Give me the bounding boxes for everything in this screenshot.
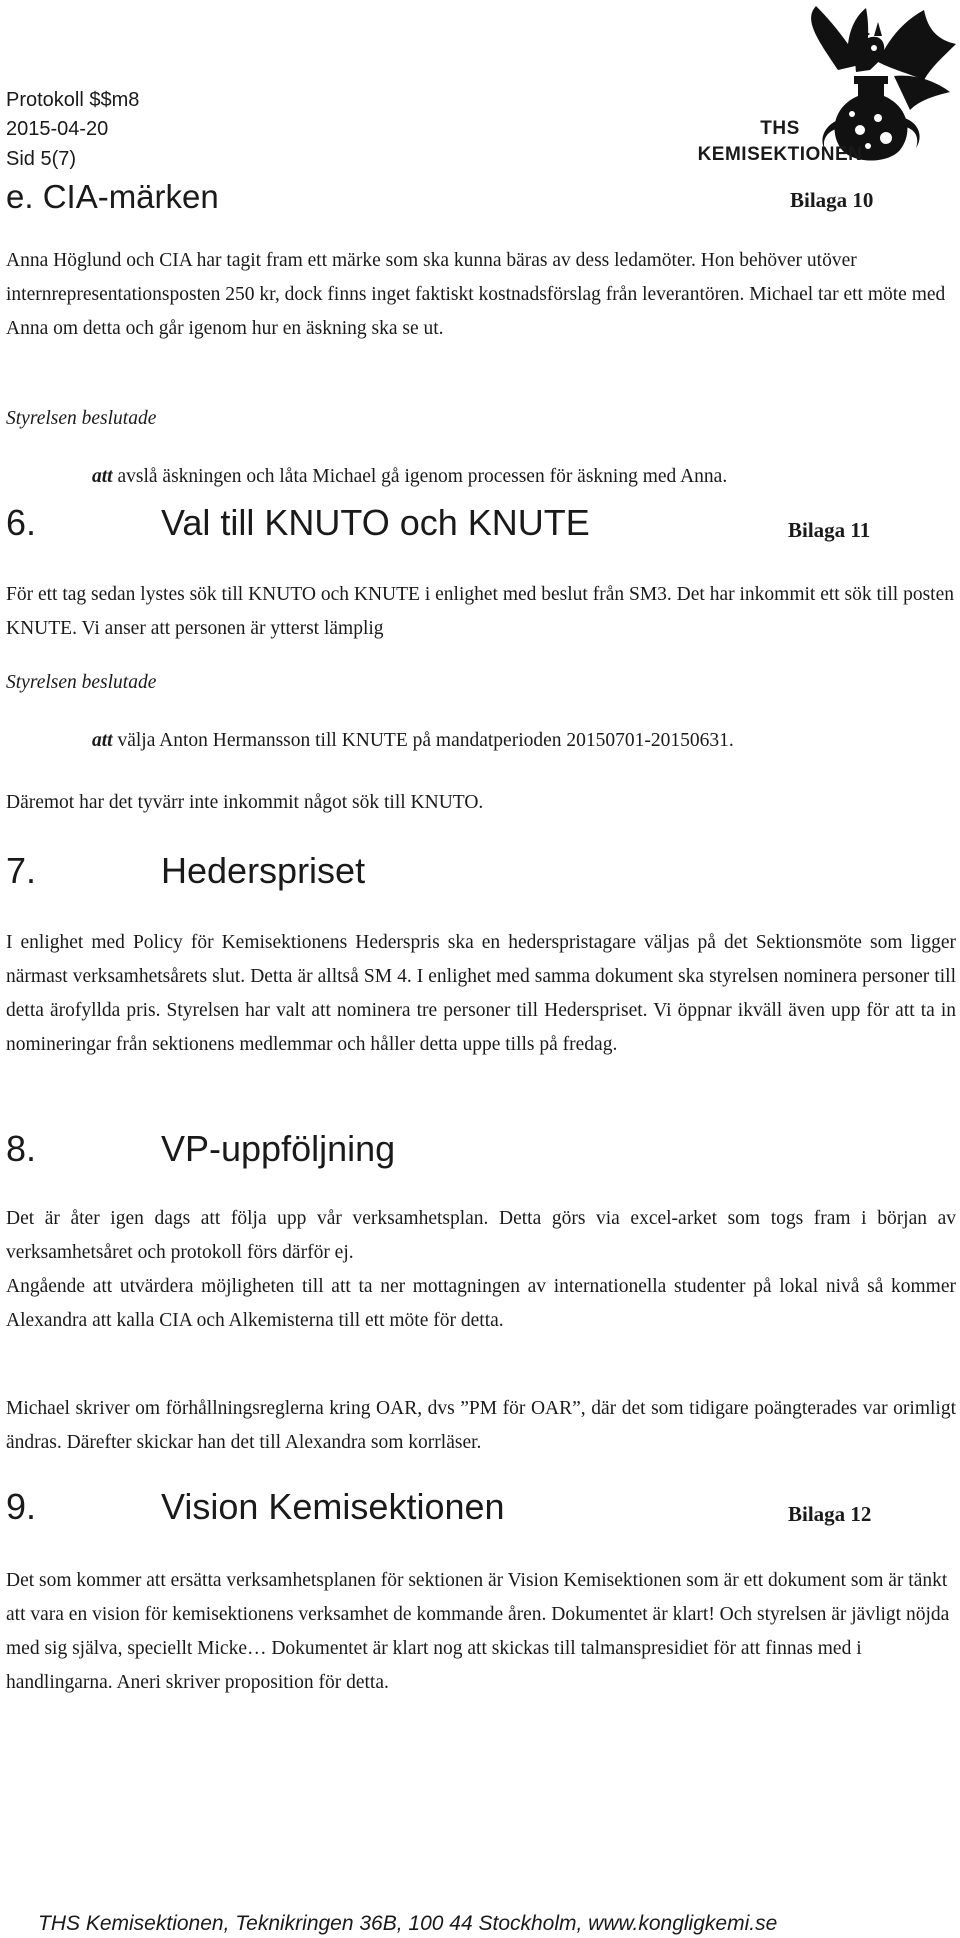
section-6-decision [92, 730, 734, 752]
section-8-paragraph-1: Det är åter igen dags att följa upp vår verksamhetsplan. Detta görs via excel-arket som togs fram i början av verksamhetsåret och protokoll förs därför ej. [6, 1208, 956, 1263]
section-e-decided-label: Styrelsen beslutade [6, 408, 157, 429]
section-7-paragraph: I enlighet med Policy för Kemisektionens Hederspris ska en hederspristagare väljas på det Sektionsmöte som ligger närmast verksamhetsårets slut. Detta är alltså SM 4. I enlighet med samma dokument ska styrelsen nominera personer till detta ärofyllda pris. Styrelsen har valt att nominera tre personer till Hederspriset. Vi öppnar ikväll även upp för att ta in nomineringar från sektionens medlemmar och håller detta uppe tills på fredag. [6, 932, 956, 1055]
section-6-bilaga: Bilaga 11 [788, 518, 871, 542]
section-6-title: Val till KNUTO och KNUTE [161, 502, 590, 543]
section-8-title: VP-uppföljning [161, 1128, 396, 1169]
section-9-title: Vision Kemisektionen [161, 1486, 505, 1527]
section-9-heading [6, 1486, 505, 1528]
section-8-number: 8. [6, 1128, 37, 1169]
section-e-decision [92, 466, 727, 488]
section-6-decided-label: Styrelsen beslutade [6, 672, 157, 693]
section-6-paragraph-1: För ett tag sedan lystes sök till KNUTO och KNUTE i enlighet med beslut från SM3. Det har inkommit ett sök till posten KNUTE. Vi anser att personen är ytterst lämplig [6, 584, 954, 639]
logo-text-kemisektionen: KEMISEKTIONEN [697, 144, 863, 165]
page-footer: THS Kemisektionen, Teknikringen 36B, 100 44 Stockholm, www.kongligkemi.se [38, 1912, 778, 1935]
att-keyword: att [92, 466, 113, 487]
section-e-decision-text: avslå äskningen och låta Michael gå igenom processen för äskning med Anna. [112, 466, 728, 487]
logo-text-ths: THS [760, 118, 800, 139]
section-7-heading [6, 850, 365, 892]
section-6-paragraph-2: Däremot har det tyvärr inte inkommit något sök till KNUTO. [6, 792, 484, 813]
section-8-heading [6, 1128, 395, 1170]
section-9-paragraph: Det som kommer att ersätta verksamhetsplanen för sektionen är Vision Kemisektionen som är ett dokument som är tänkt att vara en vision för kemisektionens verksamhet de kommande åren. Dokumentet är klart! Och styrelsen är jävligt nöjda med sig själva, speciellt Micke… Dokumentet är klart nog att skickas till talmanspresidiet för att finnas med i handlingarna. Aneri skriver proposition för detta. [6, 1570, 950, 1693]
section-e-title: e. CIA-märken [6, 178, 219, 215]
section-7-number: 7. [6, 850, 37, 891]
section-e-paragraph: Anna Höglund och CIA har tagit fram ett märke som ska kunna bäras av dess ledamöter. Hon behöver utöver internrepresentationsposten 250 kr, dock finns inget faktiskt kostnadsförslag från leverantören. Michael tar ett möte med Anna om detta och går igenom hur en äskning ska se ut. [6, 250, 946, 339]
protocol-number: Protokoll $$m8 [6, 89, 140, 111]
section-6-decision-text: välja Anton Hermansson till KNUTE på mandatperioden 20150701-20150631. [112, 730, 734, 751]
section-8-paragraph-3: Michael skriver om förhållningsreglerna kring OAR, dvs ”PM för OAR”, där det som tidigare poängterades var orimligt ändras. Därefter skickar han det till Alexandra som korrläser. [6, 1398, 956, 1453]
page-number: Sid 5(7) [6, 148, 77, 170]
section-9-bilaga: Bilaga 12 [788, 1502, 872, 1526]
section-9-number: 9. [6, 1486, 37, 1527]
section-6-heading [6, 502, 590, 544]
att-keyword: att [92, 730, 113, 751]
section-6-number: 6. [6, 502, 37, 543]
section-8-paragraph-2: Angående att utvärdera möjligheten till att ta ner mottagningen av internationella studenter på lokal nivå så kommer Alexandra att kalla CIA och Alkemisterna till ett möte för detta. [6, 1276, 956, 1331]
protocol-date: 2015-04-20 [6, 118, 109, 140]
section-7-title: Hederspriset [161, 850, 366, 891]
ths-kemisektionen-logo [688, 0, 960, 168]
section-e-bilaga: Bilaga 10 [790, 188, 874, 212]
